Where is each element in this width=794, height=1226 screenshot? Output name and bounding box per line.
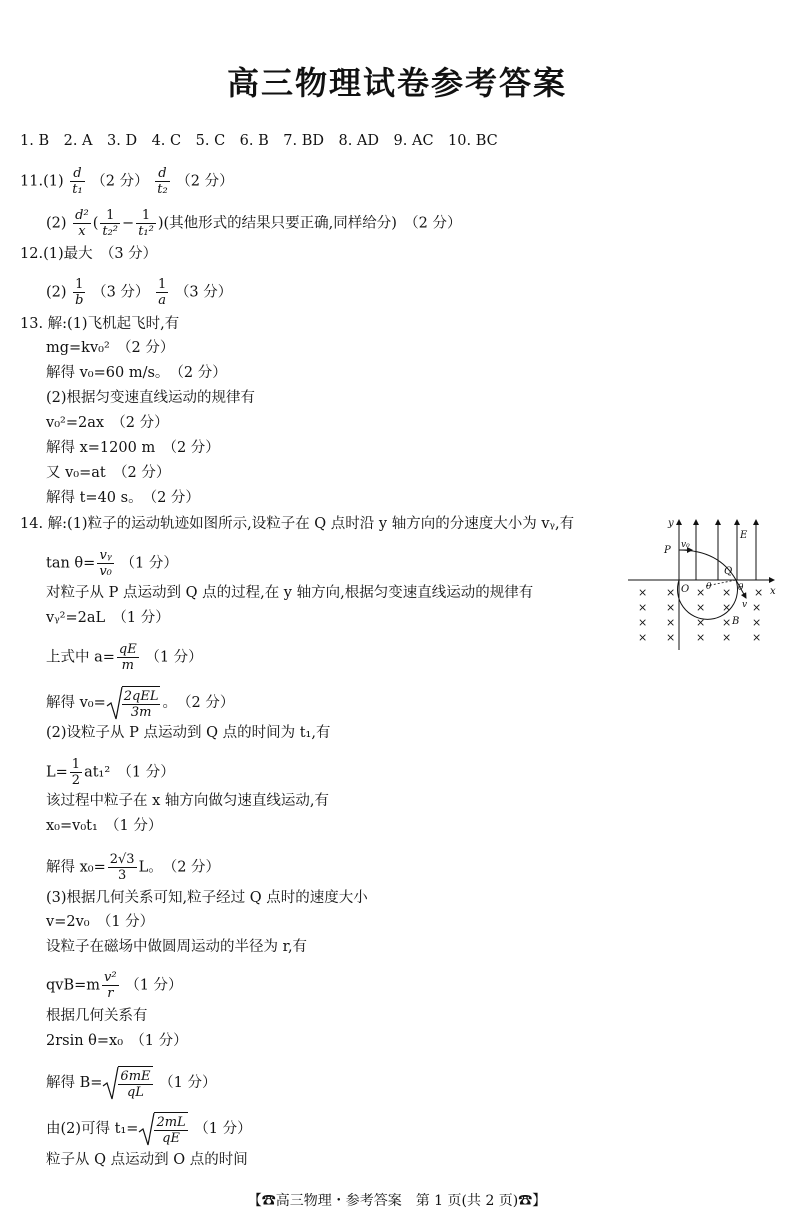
den: m [121, 658, 134, 673]
q14-line20: 粒子从 Q 点运动到 O 点的时间 [46, 1152, 248, 1168]
cross-mark: × [696, 601, 706, 614]
q11-p1-prefix: (1) [43, 173, 64, 190]
post: L。 （2 分） [138, 859, 221, 876]
num: d [158, 166, 167, 181]
num: 1 [71, 757, 81, 772]
den: b [75, 293, 84, 308]
num: v² [104, 970, 117, 985]
cross-mark: × [666, 601, 676, 614]
label-x: x [770, 586, 776, 597]
cross-mark: × [638, 601, 648, 614]
q11-label: 11. [20, 173, 44, 190]
den: x [78, 224, 86, 239]
den: t₂ [157, 182, 168, 197]
q13-line4: (2)根据匀变速直线运动的规律有 [46, 390, 256, 406]
fraction [102, 970, 119, 1001]
cross-mark: × [722, 601, 732, 614]
q13-line2: mg=kv₀² （2 分） [46, 340, 175, 356]
q14-line16: 根据几何关系有 [46, 1008, 148, 1024]
den: t₁ [72, 182, 83, 197]
score: （1 分） [145, 649, 203, 666]
q14-line2 [46, 548, 178, 579]
trajectory-diagram [624, 514, 780, 654]
q14-line15 [46, 970, 183, 1001]
den: t₂² [102, 224, 119, 239]
label-O: O [681, 584, 690, 595]
den: r [107, 986, 114, 1001]
num: 2mL [156, 1115, 186, 1130]
den: t₁² [138, 224, 154, 239]
den: 3 [118, 868, 127, 883]
q12-label: 12. [20, 246, 44, 262]
fraction [108, 852, 137, 883]
fraction [70, 166, 84, 197]
cross-mark: × [722, 616, 732, 629]
fraction [118, 1066, 152, 1100]
cross-mark: × [752, 631, 762, 644]
cross-mark: × [638, 631, 648, 644]
pre: L= [46, 764, 68, 781]
score: （2 分） [91, 173, 149, 190]
sqrt [102, 1066, 154, 1100]
fraction [97, 548, 114, 579]
den: 2 [71, 773, 81, 788]
cross-mark: × [754, 586, 764, 599]
q13-line8: 解得 t=40 s。 （2 分） [46, 490, 200, 506]
cross-mark: × [752, 601, 762, 614]
q13-line1: 13. 解:(1)飞机起飞时,有 [20, 316, 180, 332]
sqrt [106, 686, 163, 720]
q14-line11 [46, 852, 220, 883]
note: (其他形式的结果只要正确,同样给分) （2 分） [163, 215, 462, 232]
pre: 解得 x₀= [46, 859, 106, 876]
den: qL [126, 1085, 144, 1100]
q14-line5 [46, 642, 203, 673]
num: d² [75, 208, 89, 223]
q14-line12: (3)根据几何关系可知,粒子经过 Q 点时的速度大小 [46, 890, 368, 906]
den: qE [162, 1131, 180, 1146]
pre: tan θ= [46, 555, 96, 572]
q14-line18 [46, 1066, 216, 1100]
cross-mark: × [722, 631, 732, 644]
den: 3m [130, 705, 152, 720]
q13-line3: 解得 v₀=60 m/s。 （2 分） [46, 365, 227, 381]
score: （3 分） [92, 284, 150, 301]
cross-mark: × [638, 616, 648, 629]
q12-p2-prefix: (2) [46, 284, 67, 301]
fraction [136, 208, 156, 239]
num: 2√3 [109, 852, 135, 867]
q11-part2: (2) $\frac{\text{d²}}{x}$ ( $\frac{1}{\text{t₂²}}$ − $\frac{1}{\text{t₁²}}$ )(其他形式的结果只要正确,同样给分) （2 分） [46, 208, 462, 239]
score: （1 分） [194, 1121, 252, 1137]
cross-mark: × [638, 586, 648, 599]
num: 1 [158, 277, 167, 292]
score: （2 分） [176, 173, 234, 190]
num: 1 [73, 277, 85, 293]
label-P: P [664, 545, 671, 556]
q14-line6 [46, 686, 234, 720]
post: 。 （2 分） [162, 695, 235, 711]
pre: 由(2)可得 t₁= [46, 1121, 139, 1137]
fraction [117, 642, 139, 673]
pre: 解得 v₀= [46, 695, 106, 711]
label-y: y [668, 518, 674, 529]
label-theta2: θ [738, 583, 744, 593]
score: （3 分） [174, 284, 233, 301]
num: qE [118, 642, 137, 657]
pre: qvB=m [46, 977, 101, 994]
page-title: 高三物理试卷参考答案 [226, 64, 567, 102]
label-v0: v₀ [681, 540, 690, 550]
sqrt-icon [138, 1112, 156, 1148]
num: vᵧ [99, 548, 112, 563]
score: （1 分） [125, 977, 183, 994]
cross-mark: × [696, 631, 706, 644]
q14-line9: 该过程中粒子在 x 轴方向做匀速直线运动,有 [46, 793, 330, 809]
sqrt-icon [106, 686, 124, 722]
cross-mark: × [722, 586, 732, 599]
fraction [70, 757, 82, 788]
q11-p2-prefix: (2) [46, 215, 67, 232]
cross-mark: × [696, 586, 706, 599]
fraction [122, 686, 161, 720]
cross-mark: × [666, 631, 676, 644]
page-footer: 【☎高三物理・参考答案 第 1 页(共 2 页)☎】 [247, 1193, 547, 1209]
cross-mark: × [696, 616, 706, 629]
num: 2qEL [123, 689, 159, 704]
pre: 上式中 a= [46, 649, 115, 666]
q14-line14: 设粒子在磁场中做圆周运动的半径为 r,有 [46, 939, 308, 955]
q11-part1 [20, 166, 234, 197]
post: at₁² （1 分） [84, 764, 175, 781]
den: a [158, 293, 167, 308]
q13-line7: 又 v₀=at （2 分） [46, 465, 171, 481]
fraction [73, 277, 85, 308]
q14-line13: v=2v₀ （1 分） [46, 914, 155, 930]
score: （1 分） [159, 1075, 217, 1091]
sqrt-icon [102, 1066, 120, 1102]
q12-part1 [20, 245, 157, 263]
score: （1 分） [120, 555, 178, 572]
cross-mark: × [666, 616, 676, 629]
q14-line8 [46, 757, 175, 788]
fraction [100, 208, 120, 239]
label-theta1: θ [706, 582, 712, 592]
fraction [154, 1112, 187, 1146]
q13-line6: 解得 x=1200 m （2 分） [46, 440, 220, 456]
q14-line17: 2rsin θ=x₀ （1 分） [46, 1033, 188, 1049]
den: v₀ [99, 564, 112, 579]
label-E: E [740, 530, 748, 541]
num: 1 [136, 208, 156, 224]
q12-part2 [46, 277, 232, 308]
fraction [73, 208, 91, 239]
cross-mark: × [666, 586, 676, 599]
q14-line4: vᵧ²=2aL （1 分） [46, 610, 170, 626]
q14-line3: 对粒子从 P 点运动到 Q 点的过程,在 y 轴方向,根据匀变速直线运动的规律有 [46, 585, 534, 601]
num: 6mE [120, 1069, 151, 1084]
q14-line7: (2)设粒子从 P 点运动到 Q 点的时间为 t₁,有 [46, 725, 331, 741]
num: 1 [100, 208, 120, 224]
q13-line5: v₀²=2ax （2 分） [46, 415, 169, 431]
q14-line10: x₀=v₀t₁ （1 分） [46, 818, 163, 834]
q12-p1: (1)最大 （3 分） [43, 246, 158, 262]
sqrt [138, 1112, 189, 1146]
fraction [155, 166, 169, 197]
pre: 解得 B= [46, 1075, 103, 1091]
cross-mark: × [752, 616, 762, 629]
label-v: v [742, 600, 748, 610]
choice-answers: 1. B 2. A 3. D 4. C 5. C 6. B 7. BD 8. AD 9. AC 10. BC [20, 133, 498, 149]
num: d [73, 166, 82, 181]
fraction [156, 277, 168, 308]
label-B: B [732, 616, 740, 627]
label-Q: Q [724, 566, 733, 577]
q14-line19 [46, 1112, 252, 1146]
q14-line1: 14. 解:(1)粒子的运动轨迹如图所示,设粒子在 Q 点时沿 y 轴方向的分速度大小为 vᵧ,有 [20, 516, 575, 532]
